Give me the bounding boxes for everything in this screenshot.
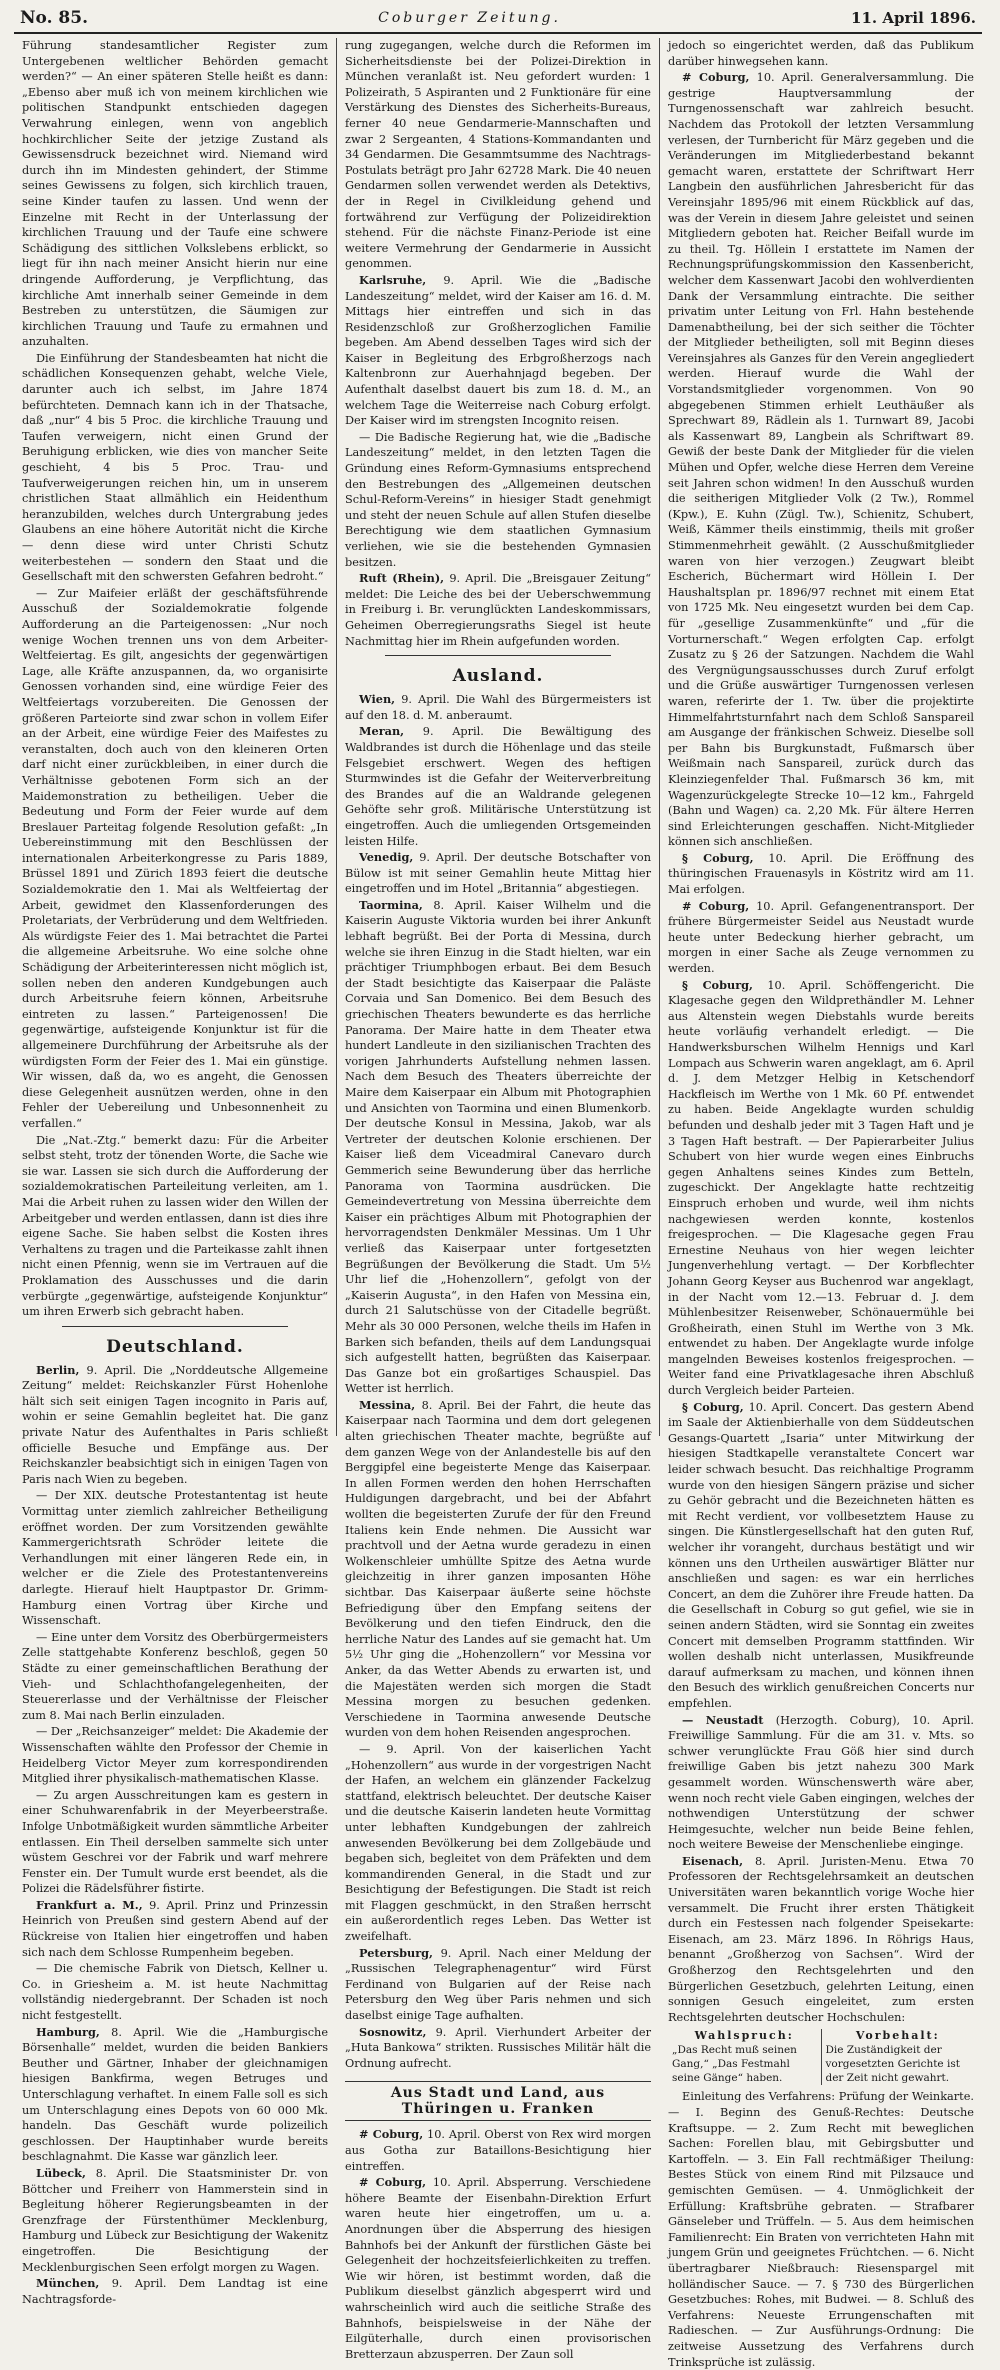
- news-item: [345, 898, 651, 1397]
- news-item: [668, 1713, 974, 1853]
- article-paragraph: Führung standesamtlicher Register zum Untergebenen weltlicher Behörden gemacht werden?“ — An einer späteren Stelle heißt es dann: „Ebenso aber muß ich von meinem kirchlichen wie politischen Standpunkt entschieden dagegen Verwahrung einlegen, wenn von angeblich hochkirchlicher Seite der jetzige Zustand als Gewissensdruck bezeichnet wird. Niemand wird durch ihn im Mindesten gehindert, der Stimme seines Gewissens zu folgen, sich kirchlich trauen, seine Kinder taufen zu lassen. Und wenn der Einzelne mit Recht in der Unterlassung der kirchlichen Trauung und der Taufe eine schwere Schädigung des sittlichen Volkslebens erblickt, so liegt für ihn nach meiner Ansicht hierin nur eine dringende Aufforderung, je Verpflichtung, das kirchliche Amt innerhalb seiner Gemeinde in dem Bestreben zu unterstützen, die Säumigen zur kirchlichen Trauung und Taufe zu ermahnen und anzuhalten.: [22, 39, 328, 349]
- dateline-place: # Coburg,: [682, 70, 750, 85]
- article-paragraph: Die „Nat.-Ztg.“ bemerkt dazu: Für die Arbeiter selbst steht, trotz der tönenden Worte, die Sache wie sie war. Lassen sie sich durch die Aufforderung der sozialdemokratischen Parteileitung verleiten, am 1. Mai die Arbeit ruhen zu lassen wider den Willen der Arbeitgeber und werden entlassen, dann ist dies ihre eigene Sache. Sie haben selbst die Kosten ihres Verhaltens zu tragen und die Parteikasse zahlt ihnen nicht einen Pfennig, wenn sie im Vertrauen auf die Proklamation des Ausschusses und die darin verbürgte „gegenwärtige, aufsteigende Konjunktur“ um ihren Erwerb sich gebracht haben.: [22, 1133, 328, 1319]
- news-text: 10. April. Die Eröffnung des thüringischen Frauenasyls in Köstritz wird am 11. Mai erfolgen.: [668, 851, 974, 897]
- divider: [385, 655, 611, 656]
- news-item: [345, 724, 651, 849]
- news-item: [22, 1363, 328, 1488]
- news-item: [345, 2127, 651, 2174]
- news-text: 9. April. Der deutsche Botschafter von Bülow ist mit seiner Gemahlin heute Mittag hier eingetroffen und im Hotel „Britannia“ abgestiegen.: [345, 851, 651, 896]
- dateline-place: § Coburg,: [682, 850, 754, 865]
- dateline-place: Messina,: [359, 1397, 416, 1412]
- news-item: [668, 1854, 974, 2026]
- motto-text: „Das Recht muß seinen Gang,“ „Das Festmahl seine Gänge“ haben.: [672, 2044, 797, 2085]
- issue-date: 11. April 1896.: [851, 9, 976, 27]
- news-text: 9. April. Nach einer Meldung der „Russischen Telegraphenagentur“ wird Fürst Ferdinand von Bulgarien auf der Reise nach Petersburg den Weg über Paris nehmen und sich daselbst einige Tage aufhalten.: [345, 1946, 652, 2023]
- menu-motto-box: [668, 2029, 974, 2085]
- news-text: 8. April. Wie die „Hamburgische Börsenhalle“ meldet, wurden die beiden Bankiers Beuther und Gärtner, Inhaber der gleichnamigen hiesigen Bankfirma, wegen Betruges und Unterschlagung verhaftet. In einem Falle soll es sich um Unterschlagung eines Depots von 60 000 Mk. handeln. Das Geschäft wurde polizeilich geschlossen. Der Hauptinhaber wurde bereits beschlagnahmt. Die Kasse war gänzlich leer.: [22, 2025, 328, 2164]
- news-item: [22, 2025, 328, 2165]
- news-item: jedoch so eingerichtet werden, daß das Publikum darüber hinwegsehen kann.: [668, 39, 974, 68]
- news-text: 10. April. Absperrung. Verschiedene höhere Beamte der Eisenbahn-Direktion Erfurt waren heute hier eingetroffen, um u. a. Anordnungen über die Absperrung des hiesigen Bahnhofs bei der Ankunft der fürstlichen Gäste bei Gelegenheit der hochzeitsfeierlichkeiten zu treffen. Wie wir hören, ist bestimmt worden, daß die Publikum dieselbst gänzlich abgesperrt wird und wahrscheinlich wird auch die seitliche Straße des Bahnhofs, beispielsweise in der Nähe der Eilgüterhalle, durch einen provisorischen Bretterzaun abzusperren. Der Zaun soll: [345, 2176, 651, 2361]
- news-text: 9. April. Die Bewältigung des Waldbrandes ist durch die Höhenlage und das steile Felsgebiet erschwert. Wegen des heftigen Sturmwindes ist die Gefahr der Weiterverbreitung des Brandes auf die an Waldrande gelegenen Gehöfte sehr groß. Militärische Unterstützung ist eingetroffen. Auch die umliegenden Ortsgemeinden leisten Hilfe.: [345, 725, 651, 848]
- dateline-place: München,: [36, 2276, 100, 2291]
- dateline-place: — Neustadt: [682, 1712, 764, 1727]
- dateline-place: # Coburg,: [359, 2127, 424, 2142]
- news-item: [345, 571, 651, 649]
- dateline-place: Lübeck,: [36, 2165, 86, 2180]
- news-item: [22, 2166, 328, 2275]
- news-item: [668, 978, 974, 1399]
- news-text: 8. April. Bei der Fahrt, die heute das Kaiserpaar nach Taormina und dem dort gelegenen alten griechischen Theater machte, begrüßte auf dem ganzen Wege von der Anlandestelle bis auf den Berggipfel eine begeisterte Menge das Kaiserpaar. In allen Formen werden den hohen Herrschaften Huldigungen dargebracht, und bei der Abfahrt wollten die begeisterten Zurufe der für den Freund Italiens kein Ende nehmen. Die Aussicht war prachtvoll und der Aetna wurde geradezu in einen Wolkenschleier umhüllte Spitze des Aetna wurde gleichzeitig in ihrer ganzen imposanten Höhe sichtbar. Das Kaiserpaar äußerte seine höchste Befriedigung über den Empfang seitens der Bevölkerung und den tiefen Eindruck, den die herrliche Natur des Landes auf sie gemacht hat. Um 5½ Uhr ging die „Hohenzollern“ vor Messina vor Anker, da das Wetter Abends zu erwarten ist, und die Majestäten werden sich morgen die Stadt Messina morgen zu besuchen gedenken. Verschiedene in Taormina anwesende Deutsche wurden von dem hohen Reisenden angesprochen.: [345, 1398, 652, 1740]
- dateline-place: Berlin,: [36, 1362, 80, 1377]
- news-text: 9. April. Dem Landtag ist eine Nachtragsforde-: [22, 2277, 328, 2306]
- news-text: 10. April. Concert. Das gestern Abend im Saale der Aktienbierhalle von dem Süddeutschen Gesangs-Quartett „Isaria“ unter Mitwirkung der hiesigen Stadtkapelle veranstaltete Concert war leider schwach besucht. Das reichhaltige Programm wurde von den hiesigen Sängern präzise und sicher zu Gehör gebracht und die Bezeichneten hätten es mit Recht verdient, vor vollbesetztem Hause zu singen. Die Künstlergesellschaft hat den guten Ruf, welcher ihr vorangeht, durchaus bestätigt und wir können uns den Urtheilen auswärtiger Blätter nur anschließen und sagen: es war ein herrliches Concert, an dem die Zuhörer ihre Freude hatten. Da die Gesellschaft in Coburg so gut gefiel, wie sie in seinen andern Städten, wird sie Sonntag ein zweites Concert mit demselben Programm stattfinden. Wir wollen deshalb nicht unterlassen, Musikfreunde darauf aufmerksam zu machen, und können ihnen den Besuch des wirklich genußreichen Concerts nur empfehlen.: [668, 1400, 975, 1710]
- news-text: 10. April. Schöffengericht. Die Klagesache gegen den Wildprethändler M. Lehner aus Altenstein wegen Diebstahls wurde bereits heute vorläufig verhandelt erledigt. — Die Handwerksburschen Wilhelm Hennigs und Karl Lompach aus Schwerin waren angeklagt, am 6. April d. J. dem Metzger Helbig in Ketschendorf Hackfleisch im Werthe von 1 Mk. 60 Pf. entwendet zu haben. Beide Angeklagte wurden schuldig befunden und deshalb jeder mit 3 Tagen Haft und je 3 Tagen Haft bestraft. — Der Papierarbeiter Julius Schubert von hier wurde wegen eines Einbruchs gegen Anhaltens seines Kindes zum Betteln, zugeschickt. Der Angeklagte hatte rechtzeitig Einspruch erhoben und wurde, weil ihm nichts nachgewiesen werden konnte, kostenlos freigesprochen. — Die Klagesache gegen Frau Ernestine Neuhaus von hier wegen leichter Jungenverhehlung vertagt. — Der Korbflechter Johann Georg Keyser aus Buchenrod war angeklagt, in der Nacht vom 12.—13. Februar d. J. dem Mühlenbesitzer Reisenweber, Schönauermühle bei Großheirath, einen Stuhl im Werthe von 3 Mk. entwendet zu haben. Der Angeklagte wurde infolge mangelnden Beweises kostenlos freigesprochen. — Weiter fand eine Privatklagesache ihren Abschluß durch Vergleich beider Parteien.: [668, 978, 975, 1398]
- section-heading-regional: Aus Stadt und Land, aus Thüringen u. Franken: [345, 2081, 651, 2121]
- section-heading-ausland: Ausland.: [452, 666, 544, 687]
- news-text: 10. April. Oberst von Rex wird morgen aus Gotha zur Bataillons-Besichtigung hier eintreffen.: [345, 2128, 651, 2173]
- dateline-place: Ruft (Rhein),: [359, 571, 445, 586]
- news-item: — Zu argen Ausschreitungen kam es gestern in einer Schuhwarenfabrik in der Meyerbeerstraße. Infolge Unbotmäßigkeit wurden sämmtliche Arbeiter entlassen. Ein Theil derselben sammelte sich unter wüstem Geschrei vor der Fabrik und warf mehrere Fenster ein. Der Tumult wurde erst beendet, als die Polizei die Rädelsführer fistirte.: [22, 1788, 328, 1896]
- news-item: [345, 1398, 651, 1741]
- column-1: [14, 38, 336, 2306]
- motto-heading: Wahlspruch:: [694, 2029, 794, 2043]
- dateline-place: Sosnowitz,: [359, 2024, 427, 2039]
- news-item: [345, 692, 651, 723]
- news-text: 9. April. Die „Breisgauer Zeitung“ meldet: Die Leiche des bei der Ueberschwemmung in Freiburg i. Br. verunglückten Landeskommissars, Geheimen Oberregierungsraths Siegel ist heute Nachmittag hier im Rhein aufgefunden worden.: [345, 572, 651, 648]
- news-item: — Der „Reichsanzeiger“ meldet: Die Akademie der Wissenschaften wählte den Professor der Chemie in Heidelberg Victor Meyer zum korrespondirenden Mitglied ihrer physikalisch-mathematischen Klasse.: [22, 1725, 329, 1786]
- news-item: — 9. April. Von der kaiserlichen Yacht „Hohenzollern“ aus wurde in der vorgestrigen Nacht der Hafen, an welchem ein glänzender Fackelzug stattfand, elektrisch beleuchtet. Der deutsche Kaiser und die deutsche Kaiserin landeten heute Vormittag unter lebhaften Kundgebungen der zahlreich anwesenden Bevölkerung bei dem Zollgebäude und begaben sich, begleitet von dem Präfekten und dem kommandirenden General, in die Stadt und zur Besichtigung der Befestigungen. Die Stadt ist reich mit Flaggen geschmückt, in den Straßen herrscht ein außerordentlich reges Leben. Das Wetter ist zweifelhaft.: [345, 1742, 651, 1944]
- news-item: rung zugegangen, welche durch die Reformen im Sicherheitsdienste bei der Polizei-Direktion in München veranlaßt ist. Neu gefordert wurden: 1 Polizeirath, 5 Aspiranten und 2 Funktionäre für eine Verstärkung des Dienstes des Sicherheits-Bureaus, ferner 40 neue Gendarmerie-Mannschaften und zwar 2 Sergeanten, 4 Stations-Kommandanten und 34 Gendarmen. Die Gesammtsumme des Nachtrags-Postulats beträgt pro Jahr 62728 Mark. Die 40 neuen Gendarmen sollen verwendet werden als Detektivs, der in Regel in Civilkleidung gehend und fortwährend zur Verfügung der Polizeidirektion stehend. Für die nächste Finanz-Periode ist eine weitere Vermehrung der Gendarmerie in Aussicht genommen.: [345, 39, 651, 271]
- divider: [62, 1326, 288, 1327]
- menu-text: Einleitung des Verfahrens: Prüfung der Weinkarte. — I. Beginn des Genuß-Rechtes: Deutsche Kraftsuppe. — 2. Zum Recht mit beweglichen Sachen: Forellen blau, mit Gebirgsbutter und Kartoffeln. — 3. Ein Fall rechtmäßiger Theilung: Bestes Stück von einem Rind mit Pilzsauce und gemischten Gemüsen. — 4. Unmöglichkeit der Erfüllung: Kraftsbrühe gebraten. — Strafbarer Gänseleber und Trüffeln. — 5. Aus dem heimischen Familienrecht: Ein Braten von verrichteten Hahn mit jungem Grün und geeignetes Früchtchen. — 6. Nicht übertragbarer Nießbrauch: Riesenspargel mit holländischer Sauce. — 7. § 730 des Bürgerlichen Gesetzbuches: Rohes, mit Budwei. — 8. Schluß des Verfahrens: Neueste Errungenschaften mit Radieschen. — Zur Ausführungs-Ordnung: Die zeitweise Aussetzung des Verfahrens durch Trinksprüche ist zulässig.: [668, 2090, 974, 2369]
- news-item: [668, 70, 974, 850]
- issue-number: No. 85.: [20, 8, 88, 28]
- news-item: [668, 899, 974, 977]
- article-paragraph: — Zur Maifeier erläßt der geschäftsführende Ausschuß der Sozialdemokratie folgende Aufforderung an die Parteigenossen: „Nur noch wenige Wochen trennen uns von dem Arbeiter-Weltfeiertag. Es gilt, angesichts der gegenwärtigen Lage, alle Kräfte anzuspannen, da, wo organisirte Genossen vorhanden sind, eine würdige Feier des Weltfeiertags vorzubereiten. Die Genossen der größeren Parteiorte sind zwar schon in vollem Eifer an der Arbeit, eine würdige Feier des Maifestes zu veranstalten, doch auch von den kleineren Orten darf nicht einer zurückbleiben, in einer durch die Verhältnisse gebotenen Form sich an der Maidemonstration zu betheiligen. Ueber die Bedeutung und Form der Feier wurde auf dem Breslauer Parteitag folgende Resolution gefaßt: „In Uebereinstimmung mit den Beschlüssen der internationalen Arbeiterkongresse zu Paris 1889, Brüssel 1891 und Zürich 1893 feiert die deutsche Sozialdemokratie den 1. Mai als Weltfeiertag der Arbeit, gewidmet den Klassenforderungen des Proletariats, der Verbrüderung und dem Weltfrieden. Als würdigste Feier des 1. Mai betrachtet die Partei die allgemeine Arbeitsruhe. Wo eine solche ohne Schädigung der Arbeiterinteressen nicht möglich ist, sollen neben den anderen Kundgebungen auch durch Arbeitsruhe feiern können, Arbeitsruhe eintreten zu lassen.“ Parteigenossen! Die gegenwärtige, aufsteigende Konjunktur ist für die allgemeinere Durchführung der Arbeitsruhe als der würdigsten Form der Feier des 1. Mai ein günstige. Wir wissen, daß da, wo es angeht, die Genossen diese Gelegenheit ausnützen werden, ohne in den Fehler der Uebereilung und Unbesonnenheit zu verfallen.“: [22, 586, 328, 1130]
- dateline-place: Taormina,: [359, 897, 423, 912]
- news-item: [668, 1400, 974, 1712]
- news-item: [345, 2175, 651, 2362]
- dateline-place: Petersburg,: [359, 1945, 433, 1960]
- dateline-place: Meran,: [359, 724, 405, 739]
- news-item: — Der XIX. deutsche Protestantentag ist heute Vormittag unter ziemlich zahlreicher Betheiligung eröffnet worden. Der zum Vorsitzenden gewählte Kammergerichtsrath Schröder leitete die Verhandlungen mit einer längeren Rede ein, in welcher er die Ziele des Protestantenvereins darlegte. Hierauf hielt Hauptpastor Dr. Grimm-Hamburg einen Vortrag über Kirche und Wissenschaft.: [22, 1489, 328, 1628]
- news-item: — Die chemische Fabrik von Dietsch, Kellner u. Co. in Griesheim a. M. ist heute Nachmittag vollständig niedergebrannt. Der Schaden ist noch nicht festgestellt.: [22, 1962, 328, 2023]
- motto-right: [821, 2029, 975, 2085]
- news-text: (Herzogth. Coburg), 10. April. Freiwillige Sammlung. Für die am 31. v. Mts. so schwer verunglückte Frau Göß hier sind durch freiwillige Gaben bis jetzt nahezu 300 Mark gesammelt worden. Wünschenswerth wäre aber, wenn noch recht viele Gaben eingingen, welches der nothwendigen Unterstützung der schwer Heimgesuchte, welcher nun beide Beine fehlen, noch weitere Beweise der Menschenliebe einginge.: [668, 1713, 975, 1852]
- news-item: [22, 1898, 328, 1960]
- dateline-place: § Coburg,: [682, 977, 753, 992]
- section-heading-deutschland: Deutschland.: [106, 1336, 244, 1357]
- news-text: 9. April. Die „Norddeutsche Allgemeine Zeitung“ meldet: Reichskanzler Fürst Hohenlohe hält sich seit einigen Tagen incognito in Paris auf, wohin er seine Gemahlin begleitet hat. Die ganz private Natur des Aufenthaltes in Paris schließt officielle Besuche und Empfänge aus. Der Reichskanzler beabsichtigt sich in einigen Tagen von Paris nach Wien zu begeben.: [22, 1363, 329, 1486]
- reservation-heading: Vorbehalt:: [855, 2029, 940, 2043]
- news-item: [668, 851, 974, 898]
- news-text: 10. April. Gefangenentransport. Der frühere Bürgermeister Seidel aus Neustadt wurde heute unter Bedeckung hierher gebracht, um morgen in einer Sache als Zeuge vernommen zu werden.: [668, 899, 974, 976]
- dateline-place: Karlsruhe,: [359, 272, 427, 287]
- news-text: 8. April. Die Staatsminister Dr. von Böttcher und Freiherr von Hammerstein sind in Begleitung höherer Regierungsbeamten in der Grenzfrage der Fürstenthümer Mecklenburg, Hamburg und Lübeck zur Besichtigung der Wakenitz eingetroffen. Die Besichtigung der Mecklenburgischen Seen erfolgt morgen zu Wagen.: [22, 2166, 329, 2274]
- dateline-place: Eisenach,: [682, 1853, 744, 1868]
- dateline-place: Wien,: [359, 692, 396, 707]
- news-item: [345, 273, 651, 429]
- dateline-place: Frankfurt a. M.,: [36, 1897, 143, 1912]
- column-3: [659, 38, 982, 2369]
- news-item: — Die Badische Regierung hat, wie die „Badische Landeszeitung“ meldet, in den letzten Tagen die Gründung eines Reform-Gymnasiums entsprechend den Bestrebungen des „Allgemeinen deutschen Schul-Reform-Vereins“ in hiesiger Stadt genehmigt und steht der neuen Schule auf allen Stufen dieselbe Berechtigung wie dem staatlichen Gymnasium verliehen, wie sie die bestehenden Gymnasien besitzen.: [345, 430, 651, 569]
- news-text: 9. April. Wie die „Badische Landeszeitung“ meldet, wird der Kaiser am 16. d. M. Mittags hier eintreffen und sich in das Residenzschloß zur Großherzoglichen Familie begeben. Am Abend desselben Tages wird sich der Kaiser in Begleitung des Erbgroßherzogs nach Kaltenbronn zur Auerhahnjagd begeben. Der Aufenthalt daselbst dauert bis zum 18. d. M., an welchem Tage die Weiterreise nach Coburg erfolgt. Der Kaiser wird im strengsten Incognito reisen.: [345, 273, 651, 428]
- columns: [14, 38, 982, 2369]
- dateline-place: Venedig,: [359, 850, 414, 865]
- masthead-title: Coburger Zeitung.: [378, 10, 561, 26]
- reservation-text: Die Zuständigkeit der vorgesetzten Gerichte ist der Zeit nicht gewahrt.: [825, 2044, 960, 2085]
- news-item: [345, 850, 651, 897]
- dateline-place: Hamburg,: [36, 2024, 100, 2039]
- news-item: [345, 1946, 651, 2024]
- motto-left: [668, 2029, 821, 2085]
- news-text: 9. April. Vierhundert Arbeiter der „Huta Bankowa“ strikten. Russisches Militär hält die Ordnung aufrecht.: [345, 2025, 651, 2070]
- page-header: [14, 4, 982, 34]
- dateline-place: § Coburg,: [682, 1399, 744, 1414]
- dateline-place: # Coburg,: [359, 2175, 427, 2190]
- article-paragraph: Die Einführung der Standesbeamten hat nicht die schädlichen Konsequenzen gehabt, welche Viele, darunter auch ich selbst, im Jahre 1874 befürchteten. Demnach kann ich in der Thatsache, daß „nur“ 4 bis 5 Proc. die kirchliche Trauung und Taufen verweigern, nicht einen Grund der Beruhigung erblicken, wie dies von mancher Seite geschieht, 4 bis 5 Proc. Trau- und Taufverweigerungen reichen hin, um in unserem christlichen Staat allmählich ein Heidenthum heranzubilden, welches durch Untergrabung jedes Glaubens an eine höhere Autorität nicht die Kirche — denn diese wird unter Christi Schutz weiterbestehen — sondern den Staat und die Gesellschaft mit den schwersten Gefahren bedroht.“: [22, 351, 328, 584]
- news-text: 10. April. Generalversammlung. Die gestrige Hauptversammlung der Turngenossenschaft war zahlreich besucht. Nachdem das Protokoll der letzten Versammlung verlesen, der Turnbericht für März gegeben und die Veränderungen im Mitgliederbestand bekannt gemacht waren, erstattete der Schriftwart Herr Langbein den ausführlichen Jahresbericht für das Vereinsjahr 1895/96 mit einem Rückblick auf das, was der Verein in diesem Jahre geleistet und seinen Mitgliedern geboten hat. Reicher Beifall wurde im zu theil. Tg. Höllein I erstattete im Namen der Rechnungsprüfungskommission den Kassenbericht, welcher dem Kassenwart Jacobi den wohlverdienten Dank der Versammlung eintrachte. Die seither privatim unter Leitung von Frl. Hahn bestehende Damenabtheilung, bei der sich seither die Töchter der Mitglieder betheiligten, soll mit Beginn dieses Vereinsjahres als Ganzes für den Verein angegliedert werden. Hierauf wurde die Wahl der Vorstandsmitglieder vorgenommen. Von 90 abgegebenen Stimmen erhielt Leuthäußer als Sprechwart 89, Rädlein als 1. Turnwart 89, Jacobi als Kassenwart 89, Langbein als Schriftwart 89. Gewiß der beste Dank der Mitglieder für die vielen Mühen und Opfer, welche diese Herren dem Vereine seit Jahren schon widmen! In den Ausschuß wurden die seitherigen Mitglieder Volk (2 Tw.), Rommel (Kpw.), E. Kuhn (Zügl. Tw.), Schienitz, Schubert, Weiß, Kämmer theils einstimmig, theils mit großer Stimmenmehrheit gewählt. (2 Ausschußmitglieder waren von hier verzogen.) Zeugwart bleibt Escherich, Büchermart wird Höllein I. Der Haushaltsplan pr. 1896/97 rechnet mit einem Etat von 1725 Mk. Neu eingesetzt wurden bei dem Cap. für „gesellige Zusammenkünfte“ und „für die Vorturnerschaft.“ Wegen erfolgten Cap. erfolgt Zusatz zu § 26 der Satzungen. Nachdem die Wahl des Vergnügungsausschusses durch Zuruf erfolgt und die Grüße auswärtiger Turngenossen verlesen waren, referirte der 1. Tw. über die projektirte Himmelfahrtsturnfahrt nach dem Schloß Sanspareil am Ausgange der fränkischen Schweiz. Dieselbe soll per Bahn bis Burgkunstadt, Fußmarsch über Weißmain nach Sanspareil, zurück durch das Kleinziegenfelder Thal. Fußmarsch 36 km, mit Wagenzurückgelegte Strecke 10—12 km., Fahrgeld (Bahn und Wagen) ca. 2,20 Mk. Für ältere Herren sind Erleichterungen geschaffen. Nicht-Mitglieder können sich anschließen.: [668, 71, 974, 849]
- news-item: [345, 2025, 651, 2072]
- news-text: 9. April. Prinz und Prinzessin Heinrich von Preußen sind gestern Abend auf der Rückreise von Italien hier eingetroffen und haben sich nach dem Schlosse Rumpenheim begeben.: [22, 1898, 328, 1959]
- news-item: [22, 2276, 328, 2307]
- column-2: [336, 38, 659, 2361]
- news-text: 8. April. Juristen-Menu. Etwa 70 Professoren der Rechtsgelehrsamkeit an deutschen Universitäten waren bekanntlich vorige Woche hier versammelt. Die Frucht ihrer ersten Thätigkeit durch ein Festessen nach folgender Speisekarte: Eisenach, am 23. März 1896. In Röhrigs Haus, benannt „Großherzog von Sachsen“. Wird der Großherzog den Rechtsgelehrten und den Bürgerlichen Gesetzbuch, gelehrten Leitung, einen sonnigen Gesuch eingeleitet, zum ersten Rechtsgelehrten deutscher Hochschulen:: [668, 1854, 974, 2024]
- news-text: 8. April. Kaiser Wilhelm und die Kaiserin Auguste Viktoria wurden bei ihrer Ankunft lebhaft begrüßt. Bei der Porta di Messina, durch welche sie ihren Einzug in die Stadt hielten, war ein prächtiger Triumphbogen erbaut. Bei dem Besuch der Stadt besichtigte das Kaiserpaar die Paläste Corvaia und San Domenico. Bei dem Besuch des griechischen Theaters bewunderte es das herrliche Panorama. Der Maire hatte in dem Theater etwa hundert Landleute in den sizilianischen Trachten des vorigen Jahrhunderts Aufstellung nehmen lassen. Nach dem Besuch des Theaters überreichte der Maire dem Kaiserpaar ein Album mit Photographien und Ansichten von Taormina und einen Blumenkorb. Der deutsche Konsul in Messina, Jakob, war als Vertreter der deutschen Kolonie erschienen. Der Kaiser ließ dem Viceadmiral Canevaro durch Gemmerich seine Bewunderung über das herrliche Panorama von Taormina ausdrücken. Die Gemeindevertretung von Messina überreichte dem Kaiser ein prächtiges Album mit Photographien der hervorragendsten Denkmäler Messinas. Um 1 Uhr verließ das Kaiserpaar unter fortgesetzten Begrüßungen der Bevölkerung die Stadt. Um 5½ Uhr lief die „Hohenzollern“, gefolgt von der „Kaiserin Augusta“, in den Hafen von Messina ein, durch 21 Salutschüsse von der Citadelle begrüßt. Mehr als 30 000 Personen, welche theils im Hafen in Barken sich befanden, theils auf dem Landungsquai sich aufgestellt hatten, begrüßten das Kaiserpaar. Das Ganze bot ein großartiges Schauspiel. Das Wetter ist herrlich.: [345, 898, 652, 1396]
- news-text: 9. April. Die Wahl des Bürgermeisters ist auf den 18. d. M. anberaumt.: [345, 693, 652, 722]
- dateline-place: # Coburg,: [682, 898, 750, 913]
- news-item: — Eine unter dem Vorsitz des Oberbürgermeisters Zelle stattgehabte Konferenz beschloß, gegen 50 Städte zu einer gemeinschaftlichen Berathung der Vieh- und Schlachthofangelegenheiten, der Steuererlasse und der Verhältnisse der Fleischer zum 8. Mai nach Berlin einzuladen.: [22, 1630, 328, 1722]
